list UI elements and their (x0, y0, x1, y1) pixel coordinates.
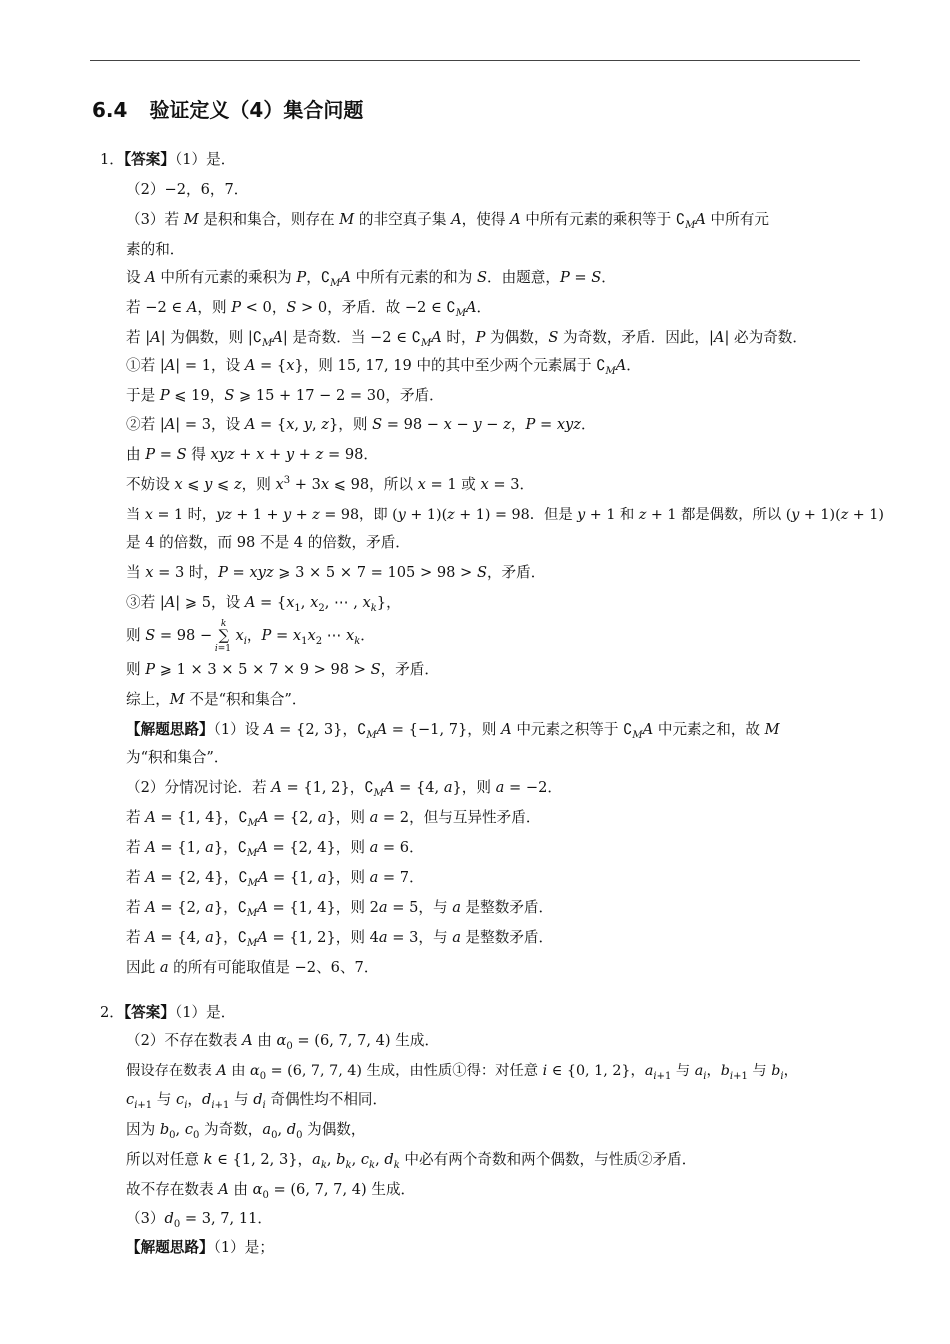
line-15: 当 x = 3 时，P = xyz ⩾ 3 × 5 × 7 = 105 > 98 > S，矛盾． (126, 564, 546, 581)
section-number: 6.4 (92, 98, 128, 122)
line-3: （3）若 M 是积和集合，则存在 M 的非空真子集 A，使得 A 中所有元素的乘积等于 $∁_MA$ 中所有元 (126, 211, 769, 231)
line-4: 素的和． (126, 241, 185, 258)
line-35: 故不存在数表 A 由 $\alpha_0 = (6$, 7, 7, 4) 生成． (126, 1181, 416, 1201)
line-14: 是 4 的倍数，而 98 不是 4 的倍数，矛盾． (126, 534, 410, 551)
line-19: 综上，M 不是“积和集合”． (126, 691, 307, 708)
section-heading: 验证定义（4）集合问题 (149, 98, 364, 122)
line-33: 因为 $b_0$, $c_0$ 为奇数，$a_0$, $d_0$ 为偶数， (126, 1121, 366, 1141)
line-6: 若 −2 ∈ A，则 P < 0，S > 0，矛盾．故 −2 ∈ $∁_MA$． (126, 299, 492, 319)
line-27: 若 A = {4, a}，$∁_MA = \{1$, 2}，则 4a = 3，与 a 是整数矛盾． (126, 929, 554, 949)
header-rule (90, 60, 860, 61)
line-36: $(3)d_0 = 3$, 7, 11． (126, 1210, 272, 1230)
line-23: 若 A = {1, 4}，$∁_MA = \{2$, a}，则 a = 2，但与互异性矛盾． (126, 809, 541, 829)
line-24: 若 A = {1, a}，$∁_MA = \{2$, 4}，则 a = 6． (126, 839, 424, 859)
line-26: 若 A = {2, a}，$∁_MA = \{1$, 4}，则 2a = 5，与 a 是整数矛盾． (126, 899, 554, 919)
line-5: 设 A 中所有元素的乘积为 P，$∁_MA$ 中所有元素的和为 S．由题意，P = S． (126, 269, 616, 289)
line-25: 若 A = {2, 4}，$∁_MA = \{1$, a}，则 a = 7． (126, 869, 424, 889)
line-7: 若 |A| 为偶数，则 $|∁_MA|$ 是奇数．当 −2 ∈ $∁_MA$ 时，P 为偶数，S 为奇数，矛盾．因此，|A| 必为奇数． (126, 329, 807, 349)
line-11: 由 P = S 得 xyz + x + y + z = 98． (126, 446, 379, 463)
line-28: 因此 a 的所有可能取值是 −2、6、7． (126, 959, 379, 976)
line-13: 当 x = 1 时，yz + 1 + y + z = 98，即 (y + 1)(z + 1) = 98．但是 y + 1 和 z + 1 都是偶数，所以 (y + 1)(z + 1) (126, 507, 884, 523)
line-22: （2）分情况讨论．若 A = {1, 2}，$∁_MA = \{4$, a}，则 a = −2． (126, 779, 562, 799)
line-8: ①若 |A| = 1，设 A = {x}，则 15, 17, 19 中的其中至少两个元素属于 $∁_MA$． (126, 357, 641, 377)
line-31: 假设存在数表 A 由 $\alpha_0 = (6$, 7, 7, 4) 生成，由性质①得：对任意 i ∈ {0, 1, 2}，$a_{i+1}$ 与 $a_i$，$b_{i+1}$ 与 $b_i$， (126, 1063, 798, 1082)
line-37: 【解题思路】（1）是； (126, 1239, 274, 1256)
line-32: $c_{i+1}$ 与 $c_i$，$d_{i+1}$ 与 $d_i$ 奇偶性均不相同． (126, 1091, 388, 1111)
line-30: （2）不存在数表 A 由 $\alpha_0 = (6$, 7, 7, 4) 生成． (126, 1032, 440, 1052)
line-18: 则 P ⩾ 1 × 3 × 5 × 7 × 9 > 98 > S，矛盾． (126, 661, 439, 678)
line-1: 1．【答案】（1）是． (100, 151, 236, 168)
line-20: 【解题思路】（1）设 A = {2, 3}，$∁_MA = \{-1$, 7}，则 A 中元素之积等于 $∁_MA$ 中元素之和，故 M (126, 721, 780, 741)
line-9: 于是 P ⩽ 19，S ⩾ 15 + 17 − 2 = 30，矛盾． (126, 387, 444, 404)
line-10: ②若 |A| = 3，设 A = {x, y, z}，则 S = 98 − x − y − z，P = xyz． (126, 416, 596, 433)
line-21: 为“积和集合”． (126, 749, 229, 766)
line-17: 则 S = 98 − k ∑ i=1 $x_i$，$P = x_1x_2$ ⋯ $x_k$． (126, 619, 375, 654)
line-16: ③若 |A| ⩾ 5，设 $A = \{x_1$, $x_2$, ⋯ , $x_k$}， (126, 594, 401, 614)
line-34: 所以对任意 k ∈ {1, 2, 3}，$a_k$, $b_k$, $c_k$, $d_k$ 中必有两个奇数和两个偶数，与性质②矛盾． (126, 1151, 697, 1171)
section-title (92, 94, 363, 123)
line-2: （2）−2，6，7． (126, 181, 249, 198)
line-29: 2．【答案】（1）是． (100, 1004, 236, 1021)
line-12: 不妨设 x ⩽ y ⩽ z，则 $x^3 + 3x$ ⩽ 98，所以 x = 1 或 x = 3． (126, 475, 535, 493)
